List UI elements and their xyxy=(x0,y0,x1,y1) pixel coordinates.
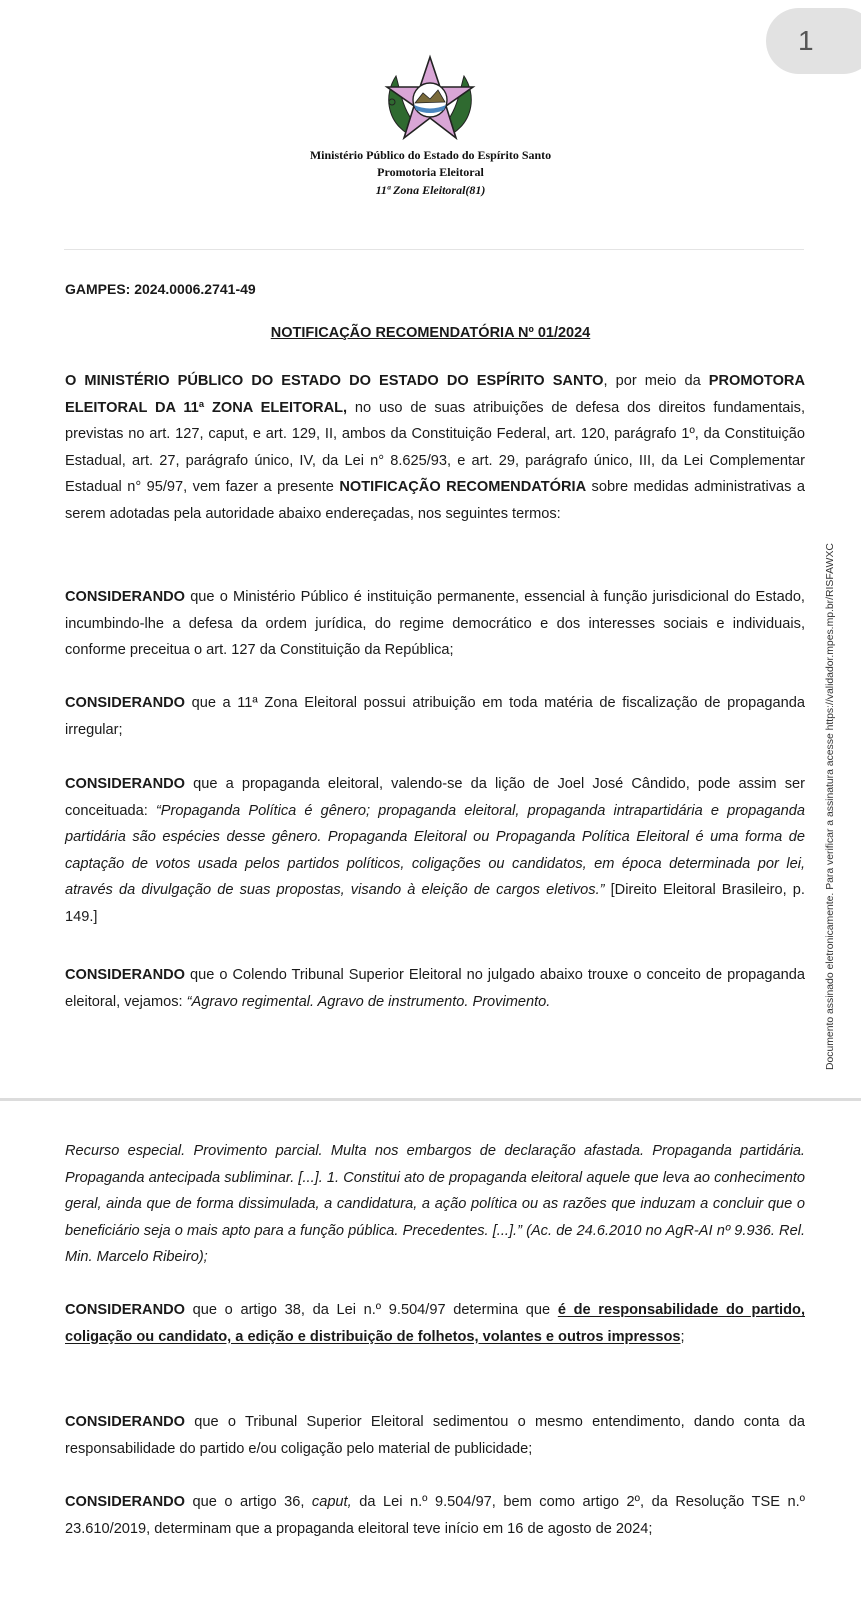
considerando-text: que o artigo 36, xyxy=(185,1494,312,1510)
intro-bold-3: NOTIFICAÇÃO RECOMENDATÓRIA xyxy=(339,479,587,495)
considerando-paragraph-5 xyxy=(65,1297,805,1350)
considerando-text: que a 11ª Zona Eleitoral possui atribuição em toda matéria de fiscalização de propaganda irregular; xyxy=(65,695,805,738)
considerando-text-end: ; xyxy=(680,1328,685,1345)
considerando-keyword: CONSIDERANDO xyxy=(65,695,185,711)
department-name: Promotoria Eleitoral xyxy=(377,165,484,179)
considerando-paragraph-6 xyxy=(65,1409,805,1462)
considerando-paragraph-1 xyxy=(65,584,805,664)
considerando-text: que o artigo 38, da Lei n.º 9.504/97 determina que xyxy=(185,1302,558,1318)
considerando-keyword: CONSIDERANDO xyxy=(65,967,185,983)
considerando-keyword: CONSIDERANDO xyxy=(65,1494,185,1510)
considerando-text: que o Tribunal Superior Eleitoral sedimentou o mesmo entendimento, dando conta da responsabilidade do partido e/ou coligação pelo material de publicidade; xyxy=(65,1414,805,1457)
quotation: “Propaganda Política é gênero; propaganda eleitoral, propaganda intrapartidária e propaganda partidária são espécies desse gênero. Propaganda Eleitoral ou Propaganda Política Eleitoral é uma forma de captação de votos usada pelos partidos políticos, coligações ou candidatos, em época determinada por lei, através da divulgação de suas propostas, visando à eleição de cargos eletivos.” xyxy=(65,802,805,898)
intro-text-2: no uso de suas atribuições de defesa dos direitos fundamentais, previstas no art. 127, caput, e art. 129, II, ambos da Constituição Federal, art. 120, parágrafo 1º, da Constituição Estadual, art. 27, parágrafo único, IV, da Lei n° 8.625/93, e art. 29, parágrafo único, III, da Lei Complementar Estadual n° 95/97, vem fazer a presente xyxy=(65,399,805,495)
considerando-text: que o Ministério Público é instituição permanente, essencial à função jurisdicional do Estado, incumbindo-lhe a defesa da ordem jurídica, do regime democrático e dos interesses sociais e individuais, conforme preceitua o art. 127 da Constituição da República; xyxy=(65,589,805,658)
intro-text-3: sobre medidas administrativas a serem adotadas pela autoridade abaixo endereçadas, nos seguintes termos: xyxy=(65,479,805,522)
considerando-paragraph-7 xyxy=(65,1489,805,1542)
state-seal-logo xyxy=(378,54,482,148)
page-number: 1 xyxy=(798,25,814,56)
intro-text-1: , por meio da xyxy=(603,373,709,389)
considerando-keyword: CONSIDERANDO xyxy=(65,1302,185,1318)
electronic-signature-note: Documento assinado eletronicamente. Para verificar a assinatura acesse https://validador.mpes.mp.br/RISFAWXC xyxy=(825,543,836,1070)
italic-term: caput, xyxy=(311,1494,352,1510)
considerando-paragraph-4 xyxy=(65,962,805,1015)
page-number-badge xyxy=(766,8,861,74)
emphasized-text: é de responsabilidade do partido, coligação ou candidato, a edição e distribuição de folhetos, volantes e outros impressos xyxy=(65,1302,805,1345)
institution-name: Ministério Público do Estado do Espírito Santo xyxy=(309,148,552,162)
document-title: NOTIFICAÇÃO RECOMENDATÓRIA Nº 01/2024 xyxy=(270,325,591,341)
gampes-reference: GAMPES: 2024.0006.2741-49 xyxy=(65,281,256,297)
intro-bold-2: PROMOTORA ELEITORAL DA 11ª ZONA ELEITORAL, xyxy=(65,373,805,416)
quotation: Recurso especial. Provimento parcial. Multa nos embargos de declaração afastada. Propaganda partidária. Propaganda antecipada subliminar. [...]. 1. Constitui ato de propaganda eleitoral aquele que leva ao conhecimento geral, ainda que de forma dissimulada, a candidatura, a ação política ou as razões que induzam a concluir que o beneficiário seja o mais apto para a função pública. Precedentes. [...].” (Ac. de 24.6.2010 no AgR-AI nº 9.936. Rel. Min. Marcelo Ribeiro); xyxy=(65,1143,805,1265)
considerando-keyword: CONSIDERANDO xyxy=(65,1414,185,1430)
quotation: “Agravo regimental. Agravo de instrumento. Provimento. xyxy=(186,993,551,1010)
intro-paragraph xyxy=(65,368,805,527)
considerando-paragraph-3 xyxy=(65,771,805,930)
considerando-text-end: da Lei n.º 9.504/97, bem como artigo 2º, da Resolução TSE n.º 23.610/2019, determinam que a propaganda eleitoral teve início em 16 de agosto de 2024; xyxy=(65,1494,805,1537)
citation: [Direito Eleitoral Brasileiro, p. 149.] xyxy=(65,882,805,925)
header-divider xyxy=(64,249,804,250)
considerando-paragraph-2 xyxy=(65,690,805,743)
considerando-keyword: CONSIDERANDO xyxy=(65,776,185,792)
intro-bold-1: O MINISTÉRIO PÚBLICO DO ESTADO DO ESTADO DO ESPÍRITO SANTO xyxy=(65,373,604,389)
page-break xyxy=(0,1098,861,1101)
electoral-zone: 11ª Zona Eleitoral(81) xyxy=(375,183,486,197)
considerando-text: que o Colendo Tribunal Superior Eleitoral no julgado abaixo trouxe o conceito de propaganda eleitoral, vejamos: xyxy=(65,967,805,1010)
considerando-text: que a propaganda eleitoral, valendo-se da lição de Joel José Cândido, pode assim ser conceituada: xyxy=(65,776,805,819)
quotation-continuation xyxy=(65,1138,805,1271)
considerando-keyword: CONSIDERANDO xyxy=(65,589,185,605)
